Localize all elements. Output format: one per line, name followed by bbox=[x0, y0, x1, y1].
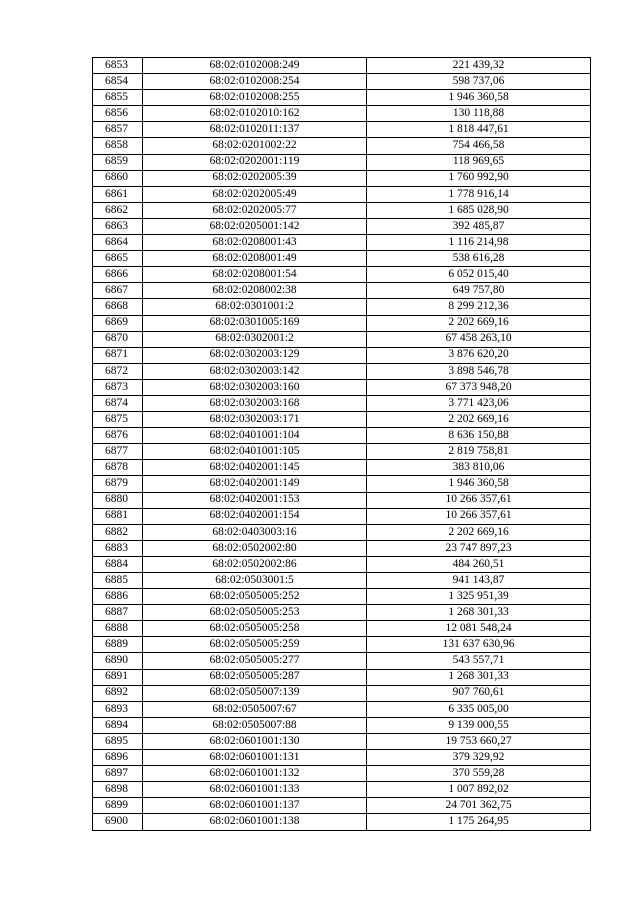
cadastral-value-cell: 3 898 546,78 bbox=[367, 363, 591, 379]
cadastral-number-cell: 68:02:0601001:131 bbox=[143, 750, 367, 766]
table-row bbox=[93, 605, 591, 621]
table-row bbox=[93, 814, 591, 830]
table-row bbox=[93, 621, 591, 637]
cadastral-number-cell: 68:02:0205001:142 bbox=[143, 218, 367, 234]
row-number-cell: 6857 bbox=[93, 122, 143, 138]
row-number-cell: 6858 bbox=[93, 138, 143, 154]
cadastral-number-cell: 68:02:0505005:277 bbox=[143, 653, 367, 669]
table-row bbox=[93, 492, 591, 508]
table-row bbox=[93, 74, 591, 90]
table-body bbox=[93, 58, 591, 831]
cadastral-value-cell: 1 175 264,95 bbox=[367, 814, 591, 830]
row-number-cell: 6853 bbox=[93, 58, 143, 74]
row-number-cell: 6885 bbox=[93, 573, 143, 589]
cadastral-number-cell: 68:02:0302003:171 bbox=[143, 412, 367, 428]
cadastral-value-cell: 8 299 212,36 bbox=[367, 299, 591, 315]
cadastral-value-cell: 370 559,28 bbox=[367, 766, 591, 782]
table-row bbox=[93, 299, 591, 315]
row-number-cell: 6870 bbox=[93, 331, 143, 347]
cadastral-value-cell: 598 737,06 bbox=[367, 74, 591, 90]
cadastral-value-cell: 67 458 263,10 bbox=[367, 331, 591, 347]
table-row bbox=[93, 315, 591, 331]
cadastral-number-cell: 68:02:0505007:88 bbox=[143, 717, 367, 733]
cadastral-number-cell: 68:02:0505005:258 bbox=[143, 621, 367, 637]
cadastral-number-cell: 68:02:0202005:39 bbox=[143, 170, 367, 186]
cadastral-value-cell: 10 266 357,61 bbox=[367, 508, 591, 524]
cadastral-value-cell: 1 818 447,61 bbox=[367, 122, 591, 138]
cadastral-number-cell: 68:02:0302003:160 bbox=[143, 379, 367, 395]
row-number-cell: 6878 bbox=[93, 460, 143, 476]
cadastral-value-cell: 941 143,87 bbox=[367, 573, 591, 589]
cadastral-number-cell: 68:02:0502002:80 bbox=[143, 540, 367, 556]
cadastral-number-cell: 68:02:0503001:5 bbox=[143, 573, 367, 589]
row-number-cell: 6886 bbox=[93, 589, 143, 605]
table-row bbox=[93, 122, 591, 138]
cadastral-value-cell: 2 202 669,16 bbox=[367, 524, 591, 540]
table-row bbox=[93, 267, 591, 283]
table-row bbox=[93, 202, 591, 218]
row-number-cell: 6871 bbox=[93, 347, 143, 363]
cadastral-value-cell: 2 819 758,81 bbox=[367, 444, 591, 460]
row-number-cell: 6862 bbox=[93, 202, 143, 218]
row-number-cell: 6892 bbox=[93, 685, 143, 701]
cadastral-number-cell: 68:02:0505005:252 bbox=[143, 589, 367, 605]
row-number-cell: 6890 bbox=[93, 653, 143, 669]
cadastral-number-cell: 68:02:0102008:254 bbox=[143, 74, 367, 90]
cadastral-value-cell: 1 007 892,02 bbox=[367, 782, 591, 798]
row-number-cell: 6900 bbox=[93, 814, 143, 830]
row-number-cell: 6869 bbox=[93, 315, 143, 331]
cadastral-number-cell: 68:02:0102008:249 bbox=[143, 58, 367, 74]
cadastral-number-cell: 68:02:0301001:2 bbox=[143, 299, 367, 315]
cadastral-value-cell: 392 485,87 bbox=[367, 218, 591, 234]
row-number-cell: 6889 bbox=[93, 637, 143, 653]
row-number-cell: 6865 bbox=[93, 251, 143, 267]
cadastral-value-cell: 3 771 423,06 bbox=[367, 395, 591, 411]
row-number-cell: 6854 bbox=[93, 74, 143, 90]
cadastral-value-cell: 907 760,61 bbox=[367, 685, 591, 701]
row-number-cell: 6859 bbox=[93, 154, 143, 170]
cadastral-number-cell: 68:02:0302003:168 bbox=[143, 395, 367, 411]
row-number-cell: 6897 bbox=[93, 766, 143, 782]
row-number-cell: 6895 bbox=[93, 733, 143, 749]
cadastral-number-cell: 68:02:0601001:138 bbox=[143, 814, 367, 830]
cadastral-number-cell: 68:02:0402001:145 bbox=[143, 460, 367, 476]
table-row bbox=[93, 138, 591, 154]
cadastral-value-cell: 67 373 948,20 bbox=[367, 379, 591, 395]
table-row bbox=[93, 444, 591, 460]
cadastral-value-cell: 2 202 669,16 bbox=[367, 315, 591, 331]
cadastral-number-cell: 68:02:0302003:129 bbox=[143, 347, 367, 363]
cadastral-value-cell: 3 876 620,20 bbox=[367, 347, 591, 363]
cadastral-value-cell: 1 946 360,58 bbox=[367, 476, 591, 492]
row-number-cell: 6880 bbox=[93, 492, 143, 508]
row-number-cell: 6893 bbox=[93, 701, 143, 717]
cadastral-number-cell: 68:02:0301005:169 bbox=[143, 315, 367, 331]
cadastral-value-cell: 24 701 362,75 bbox=[367, 798, 591, 814]
table-row bbox=[93, 235, 591, 251]
row-number-cell: 6882 bbox=[93, 524, 143, 540]
cadastral-value-cell: 1 760 992,90 bbox=[367, 170, 591, 186]
cadastral-number-cell: 68:02:0102011:137 bbox=[143, 122, 367, 138]
table-row bbox=[93, 508, 591, 524]
cadastral-number-cell: 68:02:0505007:139 bbox=[143, 685, 367, 701]
table-row bbox=[93, 589, 591, 605]
table-row bbox=[93, 251, 591, 267]
table-row bbox=[93, 412, 591, 428]
row-number-cell: 6894 bbox=[93, 717, 143, 733]
row-number-cell: 6898 bbox=[93, 782, 143, 798]
cadastral-value-cell: 12 081 548,24 bbox=[367, 621, 591, 637]
row-number-cell: 6868 bbox=[93, 299, 143, 315]
table-row bbox=[93, 733, 591, 749]
row-number-cell: 6879 bbox=[93, 476, 143, 492]
table-row bbox=[93, 524, 591, 540]
row-number-cell: 6896 bbox=[93, 750, 143, 766]
cadastral-value-cell: 1 685 028,90 bbox=[367, 202, 591, 218]
row-number-cell: 6874 bbox=[93, 395, 143, 411]
row-number-cell: 6873 bbox=[93, 379, 143, 395]
cadastral-number-cell: 68:02:0102008:255 bbox=[143, 90, 367, 106]
cadastral-number-cell: 68:02:0402001:154 bbox=[143, 508, 367, 524]
cadastral-value-cell: 6 335 005,00 bbox=[367, 701, 591, 717]
row-number-cell: 6860 bbox=[93, 170, 143, 186]
row-number-cell: 6876 bbox=[93, 428, 143, 444]
table-row bbox=[93, 106, 591, 122]
cadastral-number-cell: 68:02:0401001:105 bbox=[143, 444, 367, 460]
cadastral-value-cell: 649 757,80 bbox=[367, 283, 591, 299]
cadastral-number-cell: 68:02:0401001:104 bbox=[143, 428, 367, 444]
cadastral-number-cell: 68:02:0505005:253 bbox=[143, 605, 367, 621]
table-row bbox=[93, 540, 591, 556]
table-row bbox=[93, 347, 591, 363]
row-number-cell: 6883 bbox=[93, 540, 143, 556]
table-row bbox=[93, 750, 591, 766]
table-row bbox=[93, 428, 591, 444]
table-row bbox=[93, 669, 591, 685]
cadastral-value-table bbox=[92, 57, 591, 831]
table-row bbox=[93, 653, 591, 669]
row-number-cell: 6877 bbox=[93, 444, 143, 460]
cadastral-number-cell: 68:02:0601001:130 bbox=[143, 733, 367, 749]
row-number-cell: 6864 bbox=[93, 235, 143, 251]
cadastral-number-cell: 68:02:0601001:133 bbox=[143, 782, 367, 798]
row-number-cell: 6875 bbox=[93, 412, 143, 428]
cadastral-value-cell: 10 266 357,61 bbox=[367, 492, 591, 508]
table-row bbox=[93, 717, 591, 733]
table-row bbox=[93, 766, 591, 782]
table-row bbox=[93, 637, 591, 653]
table-row bbox=[93, 701, 591, 717]
cadastral-value-cell: 1 268 301,33 bbox=[367, 669, 591, 685]
cadastral-value-cell: 1 325 951,39 bbox=[367, 589, 591, 605]
cadastral-number-cell: 68:02:0102010:162 bbox=[143, 106, 367, 122]
cadastral-number-cell: 68:02:0208001:49 bbox=[143, 251, 367, 267]
cadastral-number-cell: 68:02:0208001:54 bbox=[143, 267, 367, 283]
table-row bbox=[93, 58, 591, 74]
row-number-cell: 6887 bbox=[93, 605, 143, 621]
cadastral-value-cell: 130 118,88 bbox=[367, 106, 591, 122]
cadastral-value-cell: 383 810,06 bbox=[367, 460, 591, 476]
table-row bbox=[93, 573, 591, 589]
table-row bbox=[93, 186, 591, 202]
table-row bbox=[93, 685, 591, 701]
row-number-cell: 6863 bbox=[93, 218, 143, 234]
cadastral-number-cell: 68:02:0208001:43 bbox=[143, 235, 367, 251]
cadastral-value-cell: 23 747 897,23 bbox=[367, 540, 591, 556]
table-row bbox=[93, 154, 591, 170]
table-row bbox=[93, 363, 591, 379]
cadastral-value-cell: 543 557,71 bbox=[367, 653, 591, 669]
table-row bbox=[93, 170, 591, 186]
table-row bbox=[93, 782, 591, 798]
cadastral-number-cell: 68:02:0601001:132 bbox=[143, 766, 367, 782]
cadastral-value-cell: 6 052 015,40 bbox=[367, 267, 591, 283]
cadastral-value-cell: 484 260,51 bbox=[367, 556, 591, 572]
cadastral-number-cell: 68:02:0201002:22 bbox=[143, 138, 367, 154]
cadastral-value-cell: 1 778 916,14 bbox=[367, 186, 591, 202]
cadastral-value-cell: 754 466,58 bbox=[367, 138, 591, 154]
row-number-cell: 6866 bbox=[93, 267, 143, 283]
cadastral-value-cell: 221 439,32 bbox=[367, 58, 591, 74]
table-row bbox=[93, 331, 591, 347]
cadastral-number-cell: 68:02:0403003:16 bbox=[143, 524, 367, 540]
table-row bbox=[93, 460, 591, 476]
cadastral-number-cell: 68:02:0202005:49 bbox=[143, 186, 367, 202]
cadastral-number-cell: 68:02:0505005:259 bbox=[143, 637, 367, 653]
cadastral-number-cell: 68:02:0601001:137 bbox=[143, 798, 367, 814]
table-row bbox=[93, 556, 591, 572]
row-number-cell: 6884 bbox=[93, 556, 143, 572]
row-number-cell: 6881 bbox=[93, 508, 143, 524]
row-number-cell: 6891 bbox=[93, 669, 143, 685]
cadastral-value-cell: 1 946 360,58 bbox=[367, 90, 591, 106]
cadastral-number-cell: 68:02:0302001:2 bbox=[143, 331, 367, 347]
cadastral-number-cell: 68:02:0202001:119 bbox=[143, 154, 367, 170]
table-row bbox=[93, 218, 591, 234]
cadastral-number-cell: 68:02:0505007:67 bbox=[143, 701, 367, 717]
cadastral-value-cell: 118 969,65 bbox=[367, 154, 591, 170]
cadastral-number-cell: 68:02:0505005:287 bbox=[143, 669, 367, 685]
cadastral-number-cell: 68:02:0202005:77 bbox=[143, 202, 367, 218]
cadastral-number-cell: 68:02:0208002:38 bbox=[143, 283, 367, 299]
table-row bbox=[93, 476, 591, 492]
table-row bbox=[93, 798, 591, 814]
cadastral-value-cell: 2 202 669,16 bbox=[367, 412, 591, 428]
row-number-cell: 6855 bbox=[93, 90, 143, 106]
cadastral-value-cell: 131 637 630,96 bbox=[367, 637, 591, 653]
row-number-cell: 6872 bbox=[93, 363, 143, 379]
table-row bbox=[93, 90, 591, 106]
row-number-cell: 6867 bbox=[93, 283, 143, 299]
table-row bbox=[93, 283, 591, 299]
cadastral-value-cell: 379 329,92 bbox=[367, 750, 591, 766]
row-number-cell: 6888 bbox=[93, 621, 143, 637]
cadastral-value-cell: 9 139 000,55 bbox=[367, 717, 591, 733]
table-row bbox=[93, 379, 591, 395]
cadastral-number-cell: 68:02:0402001:153 bbox=[143, 492, 367, 508]
row-number-cell: 6899 bbox=[93, 798, 143, 814]
row-number-cell: 6856 bbox=[93, 106, 143, 122]
cadastral-value-cell: 1 116 214,98 bbox=[367, 235, 591, 251]
cadastral-number-cell: 68:02:0402001:149 bbox=[143, 476, 367, 492]
table-row bbox=[93, 395, 591, 411]
cadastral-number-cell: 68:02:0502002:86 bbox=[143, 556, 367, 572]
cadastral-value-cell: 538 616,28 bbox=[367, 251, 591, 267]
cadastral-value-cell: 8 636 150,88 bbox=[367, 428, 591, 444]
cadastral-number-cell: 68:02:0302003:142 bbox=[143, 363, 367, 379]
row-number-cell: 6861 bbox=[93, 186, 143, 202]
cadastral-value-cell: 1 268 301,33 bbox=[367, 605, 591, 621]
cadastral-value-cell: 19 753 660,27 bbox=[367, 733, 591, 749]
